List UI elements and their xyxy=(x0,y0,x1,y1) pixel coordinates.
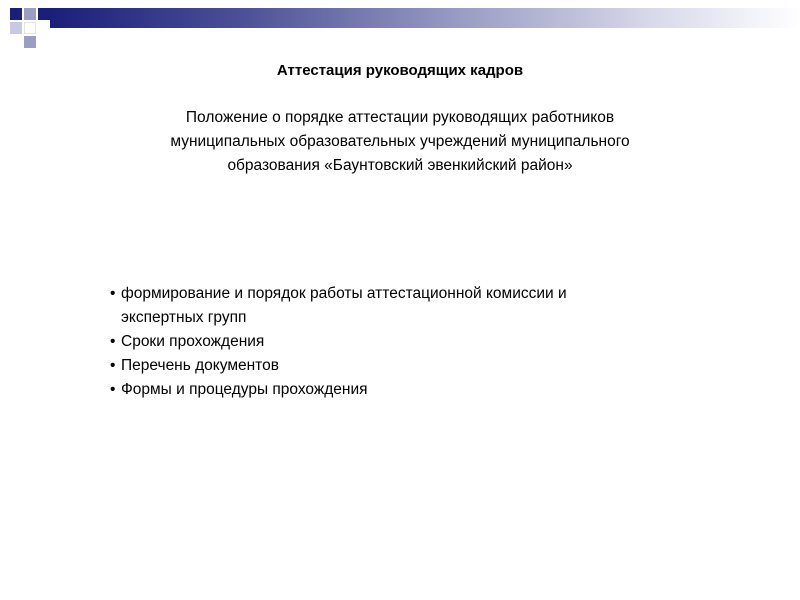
bullet-text: Формы и процедуры прохождения xyxy=(121,381,368,398)
decorative-header-band xyxy=(0,0,800,50)
subtitle-line: образования «Баунтовский эвенкийский район» xyxy=(227,157,573,174)
decor-square-lavender-2 xyxy=(10,22,22,34)
decor-square-lavender-3 xyxy=(24,36,36,48)
bullet-item xyxy=(110,282,730,330)
bullet-item xyxy=(110,378,730,402)
slide-title: Аттестация руководящих кадров xyxy=(276,62,524,79)
bullet-item xyxy=(110,330,730,354)
bullet-text-continued: экспертных групп xyxy=(121,309,247,326)
bullet-dot-icon: • xyxy=(110,333,116,350)
bullet-text: Сроки прохождения xyxy=(121,333,265,350)
subtitle-line: муниципальных образовательных учреждений муниципального xyxy=(170,133,630,150)
bullet-item xyxy=(110,354,730,378)
bullet-dot-icon: • xyxy=(110,285,116,302)
header-gradient-bar xyxy=(50,8,800,28)
bullet-list xyxy=(110,282,730,402)
bullet-dot-icon: • xyxy=(110,357,116,374)
bullet-text: Перечень документов xyxy=(121,357,279,374)
decor-square-navy-2 xyxy=(38,8,50,20)
bullet-dot-icon: • xyxy=(110,381,116,398)
subtitle-line: Положение о порядке аттестации руководящих работников xyxy=(185,109,615,126)
bullet-text: формирование и порядок работы аттестационной комиссии и xyxy=(121,285,567,302)
decor-square-pale-1 xyxy=(24,22,36,34)
decor-square-navy-1 xyxy=(10,8,22,20)
slide-subtitle xyxy=(60,106,740,178)
decor-square-lavender-1 xyxy=(24,8,36,20)
